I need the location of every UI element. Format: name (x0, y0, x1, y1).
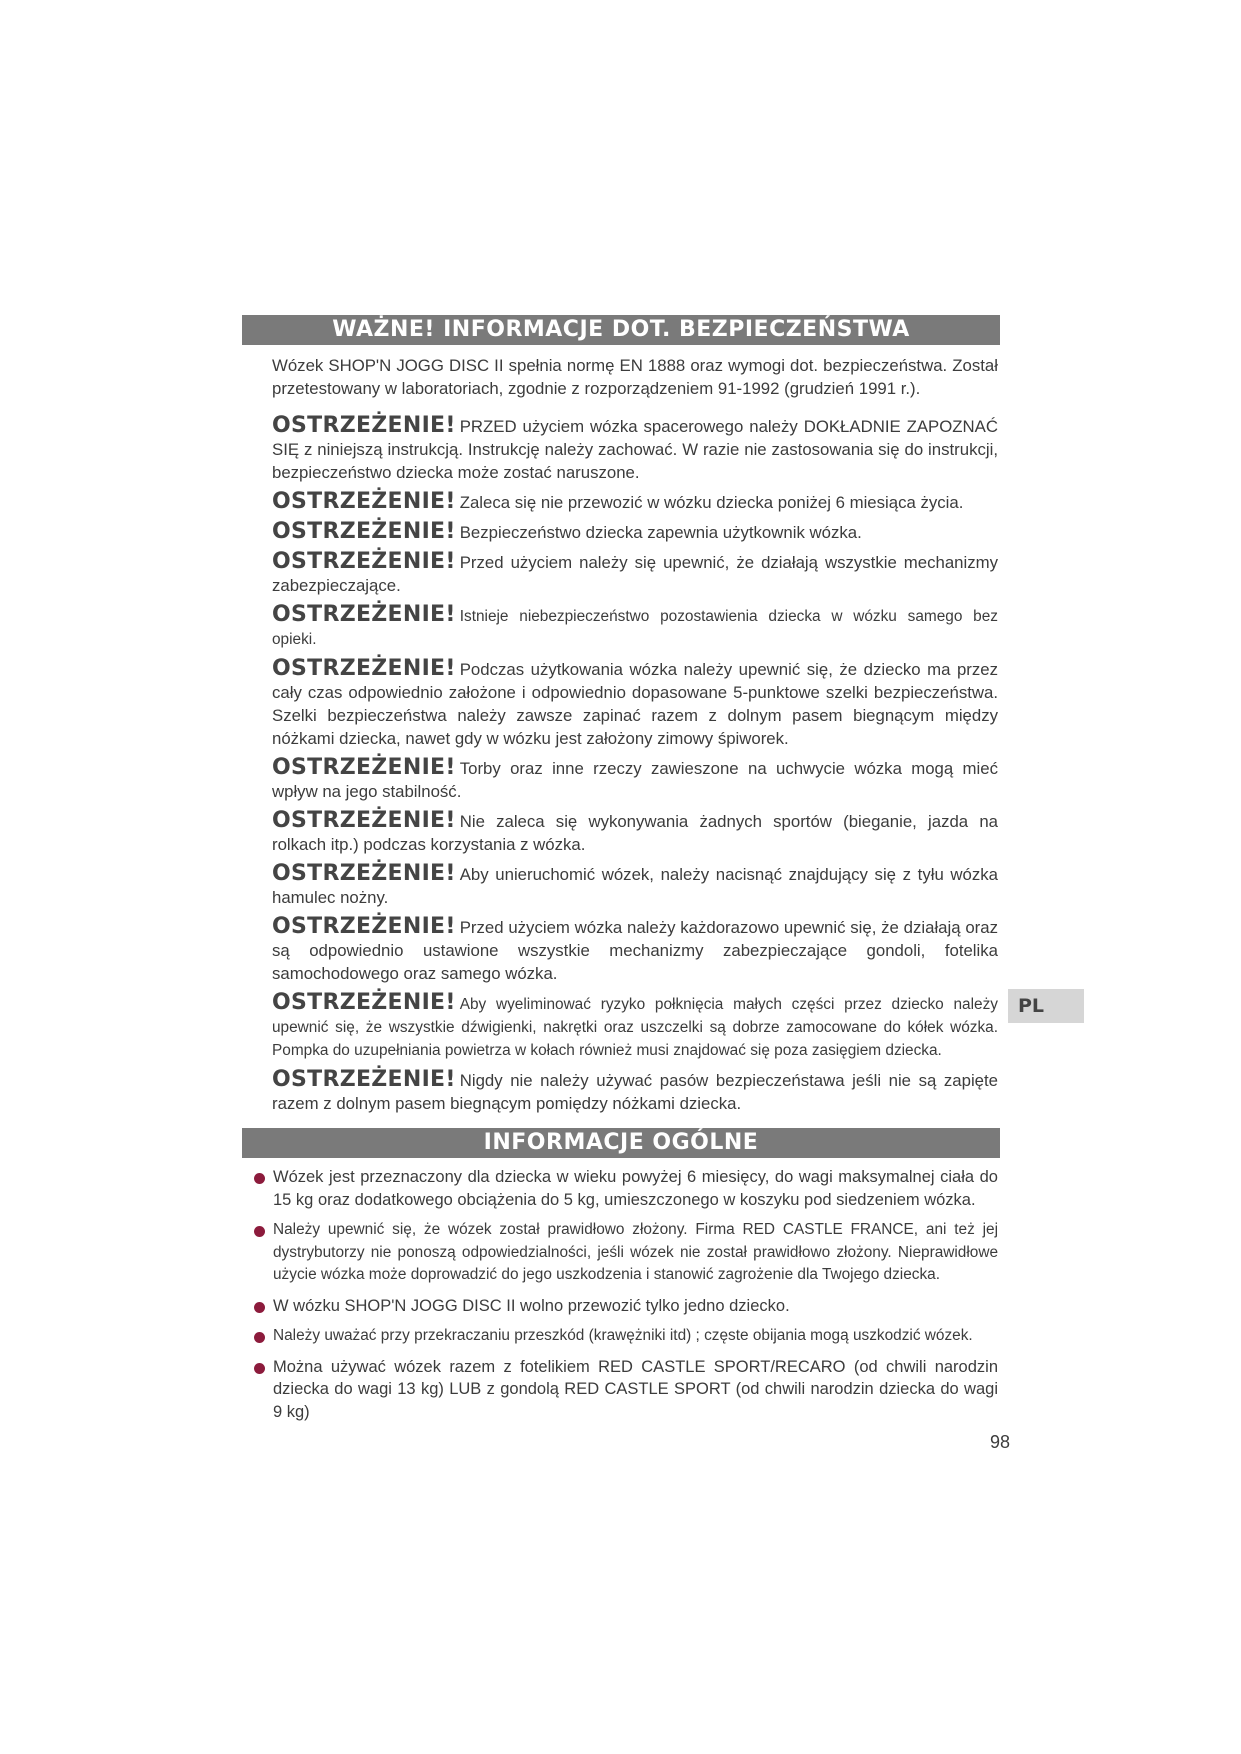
warning-text: Przed użyciem wózka należy każdorazowo upewnić się, że działają oraz są odpowiednio ustawione wszystkie mechanizmy zabezpieczające gondoli, fotelika samochodowego oraz samego wózka. (272, 918, 998, 983)
warning-keyword: OSTRZEŻENIE! (272, 861, 456, 886)
warning-keyword: OSTRZEŻENIE! (272, 808, 456, 833)
warning-item (272, 991, 998, 1062)
list-item (254, 1295, 998, 1318)
bullet-icon (254, 1173, 265, 1184)
warning-keyword: OSTRZEŻENIE! (272, 990, 456, 1015)
warning-text: Bezpieczeństwo dziecka zapewnia użytkownik wózka. (459, 523, 862, 542)
list-item-text: Można używać wózek razem z fotelikiem RED CASTLE SPORT/RECARO (od chwili narodzin dziecka do wagi 13 kg) LUB z gondolą RED CASTLE SPORT (od chwili narodzin dziecka do wagi 9 kg) (273, 1357, 998, 1421)
list-item-text: Należy upewnić się, że wózek został prawidłowo złożony. Firma RED CASTLE FRANCE, ani też jej dystrybutorzy nie ponoszą odpowiedzialności, jeśli wózek nie został prawidłowo złożony. Nieprawidłowe użycie wózka może doprowadzić do jego uszkodzenia i stanowić zagrożenie dla Twojego dziecka. (273, 1221, 998, 1283)
list-item-text: Należy uważać przy przekraczaniu przeszkód (krawężniki itd) ; częste obijania mogą uszkodzić wózek. (273, 1327, 973, 1344)
warning-keyword: OSTRZEŻENIE! (272, 656, 456, 681)
warning-keyword: OSTRZEŻENIE! (272, 519, 456, 544)
warning-text: Nigdy nie należy używać pasów bezpieczeństawa jeśli nie są zapięte razem z dolnym pasem biegnącym pomiędzy nóżkami dziecka. (272, 1071, 998, 1113)
warning-item (272, 756, 998, 803)
list-item-text: Wózek jest przeznaczony dla dziecka w wieku powyżej 6 miesięcy, do wagi maksymalnej ciała do 15 kg oraz dodatkowego obciążenia do 5 kg, umieszczonego w koszyku pod siedzeniem wózka. (273, 1168, 998, 1209)
list-item (254, 1325, 998, 1348)
page-number: 98 (989, 1432, 1011, 1452)
warning-item (272, 603, 998, 651)
warning-item (272, 809, 998, 856)
safety-intro: Wózek SHOP'N JOGG DISC II spełnia normę EN 1888 oraz wymogi dot. bezpieczeństwa. Został przetestowany w laboratoriach, zgodnie z rozporządzeniem 91-1992 (grudzień 1991 r.). (272, 356, 998, 398)
warning-keyword: OSTRZEŻENIE! (272, 914, 456, 939)
warning-item (272, 862, 998, 909)
list-item (254, 1219, 998, 1287)
warning-item (272, 550, 998, 597)
list-item (254, 1166, 998, 1211)
warning-text: Podczas użytkowania wózka należy upewnić się, że dziecko ma przez cały czas odpowiednio założone i odpowiednio dopasowane 5-punktowe szelki bezpieczeństwa. Szelki bezpieczeństwa należy zawsze zapinać razem z dolnym pasem biegnącym między nóżkami dziecka, nawet gdy w wózku jest założony zimowy śpiworek. (272, 660, 998, 748)
bullet-icon (254, 1332, 265, 1343)
warning-item (272, 520, 998, 544)
safety-section-title: WAŻNE! INFORMACJE DOT. BEZPIECZEŃSTWA (242, 315, 1000, 345)
warning-item (272, 414, 998, 484)
bullet-icon (254, 1363, 265, 1374)
warning-text: PRZED użyciem wózka spacerowego należy DOKŁADNIE ZAPOZNAĆ SIĘ z niniejszą instrukcją. Instrukcję należy zachować. W razie nie zastosowania się do instrukcji, bezpieczeństwo dziecka może zostać naruszone. (272, 417, 998, 482)
warnings-list (272, 414, 998, 1121)
list-item (254, 1356, 998, 1424)
warning-keyword: OSTRZEŻENIE! (272, 1067, 456, 1092)
bullet-icon (254, 1302, 265, 1313)
warning-keyword: OSTRZEŻENIE! (272, 755, 456, 780)
warning-text: Torby oraz inne rzeczy zawieszone na uchwycie wózka mogą mieć wpływ na jego stabilność. (272, 759, 998, 801)
warning-text: Zaleca się nie przewozić w wózku dziecka poniżej 6 miesiąca życia. (459, 493, 964, 512)
warning-text: Istnieje niebezpieczeństwo pozostawienia dziecka w wózku samego bez opieki. (272, 608, 998, 648)
list-item-text: W wózku SHOP'N JOGG DISC II wolno przewozić tylko jedno dziecko. (273, 1296, 790, 1315)
warning-keyword: OSTRZEŻENIE! (272, 489, 456, 514)
warning-item (272, 657, 998, 750)
warning-keyword: OSTRZEŻENIE! (272, 549, 456, 574)
bullet-icon (254, 1226, 265, 1237)
warning-text: Aby wyeliminować ryzyko połknięcia małych części przez dziecko należy upewnić się, że wszystkie dźwigienki, nakrętki oraz uszczelki są dobrze zamocowane do kółek wózka. Pompka do uzupełniania powietrza w kołach również musi znajdować się poza zasięgiem dziecka. (272, 996, 998, 1059)
general-section-title: INFORMACJE OGÓLNE (242, 1128, 1000, 1158)
general-info-list (254, 1166, 998, 1431)
warning-keyword: OSTRZEŻENIE! (272, 602, 456, 627)
warning-keyword: OSTRZEŻENIE! (272, 413, 456, 438)
warning-item (272, 915, 998, 985)
warning-text: Przed użyciem należy się upewnić, że działają wszystkie mechanizmy zabezpieczające. (272, 553, 998, 595)
warning-item (272, 1068, 998, 1115)
warning-text: Nie zaleca się wykonywania żadnych sportów (bieganie, jazda na rolkach itp.) podczas korzystania z wózka. (272, 812, 998, 854)
warning-text: Aby unieruchomić wózek, należy nacisnąć znajdujący się z tyłu wózka hamulec nożny. (272, 865, 998, 907)
warning-item (272, 490, 998, 514)
language-tab: PL (1008, 989, 1084, 1023)
